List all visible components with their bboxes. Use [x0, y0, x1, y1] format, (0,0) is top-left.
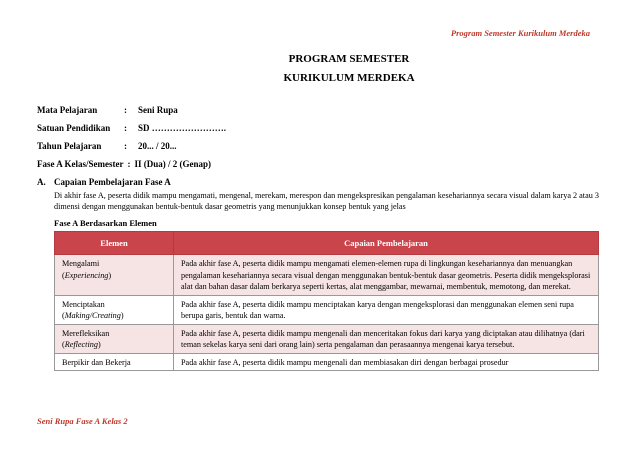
element-name: Menciptakan	[62, 299, 105, 309]
section-number: A.	[37, 177, 46, 187]
element-cell: Menciptakan (Making/Creating)	[55, 295, 174, 324]
element-cell: Merefleksikan (Reflecting)	[55, 324, 174, 353]
running-footer: Seni Rupa Fase A Kelas 2	[37, 416, 128, 426]
meta-row	[37, 101, 226, 119]
running-header: Program Semester Kurikulum Merdeka	[450, 28, 590, 38]
element-name: Berpikir dan Bekerja	[62, 357, 131, 367]
meta-key: Tahun Pelajaran	[37, 141, 102, 151]
meta-row	[37, 137, 226, 155]
element-name: Mengalami	[62, 259, 100, 268]
meta-value: II (Dua) / 2 (Genap)	[134, 159, 211, 169]
section-subtitle: Fase A Berdasarkan Elemen	[54, 218, 157, 228]
element-cell: Mengalami (Experiencing)	[55, 255, 174, 296]
capaian-cell: Pada akhir fase A, peserta didik mampu mengenali dan menceritakan fokus dari karya yang diciptakan atau dilihatnya (dari teman sekelas karya seni dari orang lain) serta pengalaman dan perasaannya mengenai karya tersebut.	[174, 324, 599, 353]
element-name-en: Experiencing	[64, 270, 109, 280]
meta-sep: :	[127, 159, 131, 169]
meta-sep: :	[124, 141, 127, 151]
capaian-cell: Pada akhir fase A, peserta didik mampu mengamati elemen-elemen rupa di lingkungan kesehariannya dan menuangkan pengalaman kesehariannya secara visual dengan menggunakan bentuk-bentuk dasar geometris. Peserta didik mengeksplorasi alat dan bahan dasar dalam berkarya seperti kertas, alat menggambar, mewarnai, membentuk, memotong, dan merekat.	[174, 255, 599, 296]
element-name-en: Reflecting	[64, 340, 98, 349]
capaian-table	[54, 231, 599, 371]
table-header-row	[55, 232, 599, 255]
meta-key: Mata Pelajaran	[37, 105, 98, 115]
element-cell	[55, 353, 174, 371]
document-title: PROGRAM SEMESTER	[288, 53, 410, 65]
element-name: Merefleksikan	[62, 328, 110, 338]
table-row	[55, 295, 599, 324]
meta-key: Satuan Pendidikan	[37, 123, 111, 133]
column-header-capaian: Capaian Pembelajaran	[174, 232, 599, 255]
element-name-en: Making/Creating	[64, 311, 121, 320]
capaian-cell: Pada akhir fase A, peserta didik mampu mengenali dan membiasakan diri dengan berbagai prosedur	[174, 353, 599, 371]
column-header-elemen: Elemen	[55, 232, 174, 255]
meta-value: SD …………………….	[138, 123, 227, 133]
section-heading	[37, 177, 171, 187]
table-row	[55, 324, 599, 353]
meta-value: 20... / 20...	[138, 141, 177, 151]
meta-sep: :	[124, 105, 127, 115]
meta-row	[37, 119, 226, 137]
meta-key: Fase A Kelas/Semester	[37, 159, 124, 169]
meta-info	[37, 101, 226, 173]
meta-sep: :	[124, 123, 127, 133]
table-row	[55, 255, 599, 296]
capaian-cell: Pada akhir fase A, peserta didik mampu menciptakan karya dengan mengeksplorasi dan menggunakan elemen seni rupa berupa garis, bentuk dan warna.	[174, 295, 599, 324]
meta-value: Seni Rupa	[138, 105, 178, 115]
meta-row	[37, 155, 226, 173]
table-row	[55, 353, 599, 371]
section-title: Capaian Pembelajaran Fase A	[54, 177, 171, 187]
section-paragraph: Di akhir fase A, peserta didik mampu mengamati, mengenal, merekam, merespon dan mengekspresikan pengalaman kesehariannya secara visual dalam karya 2 atau 3 dimensi dengan menggunakan bentuk-bentuk dasar geometris yang menunjukkan konsep bentuk yang jelas	[54, 191, 599, 211]
document-subtitle: KURIKULUM MERDEKA	[283, 72, 415, 84]
